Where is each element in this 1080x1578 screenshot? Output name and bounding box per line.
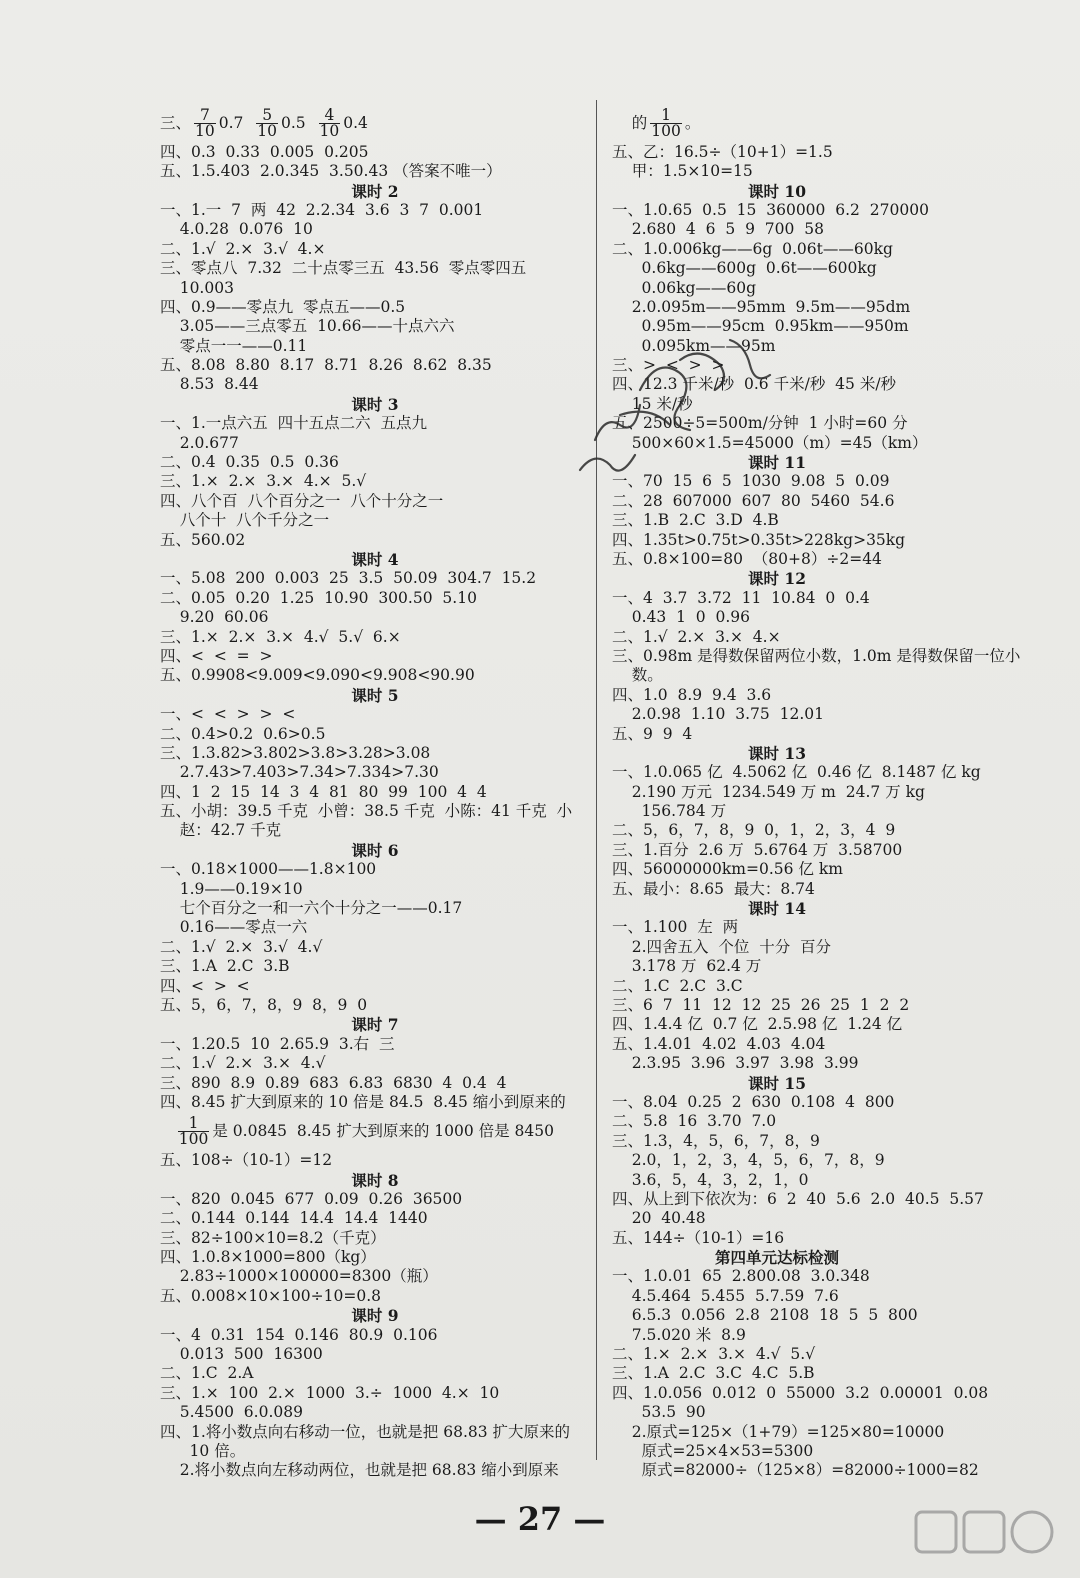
answer-line: 四、0.9——零点九 零点五——0.5	[160, 297, 406, 316]
section-heading: 课时 15	[748, 1073, 806, 1093]
answer-line: 2.680 4 6 5 9 700 58	[612, 220, 824, 239]
answer-line: 五、0.8×100=80 （80+8）÷2=44	[612, 550, 882, 568]
answer-line: 五、小胡：39.5 千克 小曾：38.5 千克 小陈：41 千克 小	[160, 802, 573, 821]
handwritten-scribble	[560, 320, 790, 490]
answer-line: 三、1.百分 2.6 万 5.6764 万 3.58700	[612, 840, 903, 859]
answer-line: 四、1.4.4 亿 0.7 亿 2.5.98 亿 1.24 亿	[612, 1015, 903, 1034]
answer-line: 三、1.× 2.× 3.× 4.× 5.√	[160, 472, 367, 491]
answer-line: 五、0.9908<9.009<9.090<9.908<90.90	[160, 666, 475, 685]
answer-line: 四、8.45 扩大到原来的 10 倍是 84.5 8.45 缩小到原来的	[160, 1092, 566, 1111]
answer-line: 6.5.3 0.056 2.8 2108 18 5 5 800	[612, 1306, 918, 1325]
watermark-logo	[910, 1506, 1060, 1568]
answer-line: 一、1.0.65 0.5 15 360000 6.2 270000	[612, 200, 929, 219]
answer-line: 10.003	[160, 278, 234, 297]
answer-line: 五、1.5.403 2.0.345 3.50.43 （答案不唯一）	[160, 162, 502, 181]
answer-line: 8.53 8.44	[160, 375, 259, 394]
left-answer-lines	[160, 143, 590, 1113]
section-heading: 课时 13	[748, 743, 806, 763]
section-heading: 课时 10	[748, 181, 806, 201]
answer-line: 0.095km——95m	[612, 336, 776, 355]
answer-line: 一、4 0.31 154 0.146 80.9 0.106	[160, 1325, 438, 1344]
answer-line: 15 米/秒	[612, 394, 693, 413]
answer-line: 2.0.095m——95mm 9.5m——95dm	[612, 297, 911, 316]
answer-line: 四、八个百 八个百分之一 八个十分之一	[160, 491, 444, 510]
answer-line: 五、560.02	[160, 530, 246, 549]
answer-line: 四、1.0.056 0.012 0 55000 3.2 0.00001 0.08	[612, 1383, 989, 1402]
answer-line: 2.原式=125×（1+79）=125×80=10000	[612, 1422, 945, 1441]
answer-line: 2.四舍五入 个位 十分 百分	[612, 937, 832, 956]
left-column	[160, 104, 590, 1481]
answer-line: 53.5 90	[612, 1403, 706, 1422]
answer-line: 10 倍。	[160, 1441, 246, 1460]
answer-line: 一、1.一点六五 四十五点二六 五点九	[160, 414, 427, 433]
answer-line: 156.784 万	[612, 802, 727, 821]
section-heading: 课时 14	[748, 899, 806, 919]
answer-line: 0.95m——95cm 0.95km——950m	[612, 317, 909, 336]
answer-line: 二、1.C 2.A	[160, 1364, 254, 1383]
section-heading: 课时 3	[351, 394, 399, 414]
answer-line: 20 40.48	[612, 1209, 706, 1228]
answer-line-fraction-mid	[160, 1112, 590, 1151]
answer-line: 二、5.8 16 3.70 7.0	[612, 1112, 777, 1131]
answer-line: 五、144÷（10-1）=16	[612, 1228, 785, 1247]
answer-text: 的	[631, 113, 648, 132]
answer-line: 三、1.× 2.× 3.× 4.√ 5.√ 6.×	[160, 627, 401, 646]
answer-line: 一、70 15 6 5 1030 9.08 5 0.09	[612, 472, 890, 491]
answer-text: 。	[684, 113, 701, 132]
answer-line: 2.190 万元 1234.549 万 m 24.7 万 kg	[612, 782, 925, 801]
answer-line: 三、零点八 7.32 二十点零三五 43.56 零点零四五	[160, 259, 527, 278]
answer-line: 三、890 8.9 0.89 683 6.83 6830 4 0.4 4	[160, 1073, 507, 1092]
answer-line: 四、1.0 8.9 9.4 3.6	[612, 685, 772, 704]
answer-line: 二、0.4>0.2 0.6>0.5	[160, 724, 326, 743]
section-heading: 第四单元达标检测	[714, 1248, 839, 1268]
answer-line: 五、8.08 8.80 8.17 8.71 8.26 8.62 8.35	[160, 356, 492, 375]
fraction: $\frac{4}{10}$	[319, 105, 340, 140]
answer-line: 二、1.√ 2.× 3.× 4.×	[612, 627, 781, 646]
answer-line: 一、< < > > <	[160, 705, 296, 724]
column-divider	[596, 100, 597, 1460]
answer-line: 零点一一——0.11	[160, 336, 308, 355]
answer-line: 三、1.3，4，5，6，7，8，9	[612, 1131, 820, 1150]
answer-line: 四、12.3 千米/秒 0.6 千米/秒 45 米/秒	[612, 375, 897, 394]
answer-line: 四、56000000km=0.56 亿 km	[612, 860, 843, 879]
answer-line: 四、1.将小数点向右移动一位，也就是把 68.83 扩大原来的	[160, 1422, 571, 1441]
answer-line: 数。	[612, 666, 663, 685]
answer-line: 500×60×1.5=45000（m）=45（km）	[612, 433, 928, 452]
section-heading: 课时 2	[351, 181, 399, 201]
item-prefix: 三、	[160, 113, 192, 132]
answer-line: 二、1.√ 2.× 3.√ 4.√	[160, 937, 323, 956]
decimal-value: 0.7	[218, 113, 244, 132]
answer-line: 五、5，6，7，8，9 8，9 0	[160, 995, 368, 1014]
answer-line: 0.6kg——600g 0.6t——600kg	[612, 259, 877, 278]
left-answer-lines-2	[160, 1151, 590, 1481]
answer-line: 四、< < = >	[160, 646, 273, 665]
answer-line: 一、820 0.045 677 0.09 0.26 36500	[160, 1189, 463, 1208]
answer-line: 二、0.144 0.144 14.4 14.4 1440	[160, 1209, 428, 1228]
answer-line: 三、6 7 11 12 12 25 26 25 1 2 2	[612, 995, 910, 1014]
answer-line-fractions	[160, 104, 590, 143]
fraction: $\frac{1}{100}$	[651, 105, 681, 140]
section-heading: 课时 11	[748, 453, 806, 473]
answer-line: 0.06kg——60g	[612, 278, 757, 297]
answer-line: 2.0，1，2，3，4，5，6，7，8，9	[612, 1151, 885, 1170]
answer-line: 五、2500÷5=500m/分钟 1 小时=60 分	[612, 414, 908, 433]
answer-line: 一、1.20.5 10 2.65.9 3.右 三	[160, 1034, 395, 1053]
answer-text: 是 0.0845 8.45 扩大到原来的 1000 倍是 8450	[212, 1122, 555, 1141]
answer-line: 2.7.43>7.403>7.34>7.334>7.30	[160, 763, 439, 782]
answer-line: 八个十 八个千分之一	[160, 511, 330, 530]
section-heading: 课时 9	[351, 1306, 399, 1326]
answer-line: 四、1.0.8×1000=800（kg）	[160, 1248, 376, 1267]
answer-line: 五、1.4.01 4.02 4.03 4.04	[612, 1034, 826, 1053]
answer-line: 0.43 1 0 0.96	[612, 608, 751, 627]
answer-line: 五、108÷（10-1）=12	[160, 1151, 333, 1170]
answer-line: 原式=25×4×53=5300	[612, 1441, 814, 1460]
page-number: — 27 —	[474, 1500, 606, 1538]
right-column	[612, 104, 1021, 1481]
answer-line: 五、0.008×10×100÷10=0.8	[160, 1286, 382, 1305]
answer-line: 甲：1.5×10=15	[612, 162, 753, 181]
answer-line: 一、4 3.7 3.72 11 10.84 0 0.4	[612, 588, 870, 607]
answer-line: 4.0.28 0.076 10	[160, 220, 313, 239]
answer-line: 二、0.4 0.35 0.5 0.36	[160, 453, 339, 472]
answer-line: 五、9 9 4	[612, 724, 693, 743]
answer-line: 四、< > <	[160, 976, 250, 995]
answer-line: 二、0.05 0.20 1.25 10.90 300.50 5.10	[160, 588, 477, 607]
answer-line: 0.013 500 16300	[160, 1345, 323, 1364]
answer-line: 赵：42.7 千克	[160, 821, 282, 840]
answer-line: 2.83÷1000×100000=8300（瓶）	[160, 1267, 438, 1286]
answer-line: 一、1.0.01 65 2.800.08 3.0.348	[612, 1267, 870, 1286]
answer-line: 四、从上到下依次为：6 2 40 5.6 2.0 40.5 5.57	[612, 1189, 984, 1208]
answer-line: 二、28 607000 607 80 5460 54.6	[612, 491, 895, 510]
answer-line: 三、> < > >	[612, 356, 725, 375]
answer-line: 二、1.× 2.× 3.× 4.√ 5.√	[612, 1345, 816, 1364]
answer-line: 二、1.√ 2.× 3.√ 4.×	[160, 239, 326, 258]
answer-line: 4.5.464 5.455 5.7.59 7.6	[612, 1286, 839, 1305]
answer-line: 三、1.A 2.C 3.B	[160, 957, 290, 976]
answer-line: 0.16——零点一六	[160, 918, 308, 937]
answer-line: 二、5，6，7，8，9 0，1，2，3，4 9	[612, 821, 896, 840]
answer-line: 五、最小：8.65 最大：8.74	[612, 879, 815, 898]
answer-line: 3.6，5，4，3，2，1，0	[612, 1170, 809, 1189]
answer-line: 原式=82000÷（125×8）=82000÷1000=82	[612, 1461, 979, 1480]
decimal-value: 0.5	[281, 113, 306, 132]
answer-line: 四、0.3 0.33 0.005 0.205	[160, 142, 369, 161]
answer-line: 9.20 60.06	[160, 608, 269, 627]
answer-line: 一、1.一 7 两 42 2.2.34 3.6 3 7 0.001	[160, 200, 484, 219]
section-heading: 课时 4	[351, 550, 399, 569]
answer-line: 2.3.95 3.96 3.97 3.98 3.99	[612, 1054, 859, 1073]
answer-line: 2.0.98 1.10 3.75 12.01	[612, 705, 824, 724]
answer-line: 1.9——0.19×10	[160, 879, 303, 898]
fraction: $\frac{7}{10}$	[195, 105, 215, 140]
section-heading: 课时 12	[748, 569, 806, 589]
answer-line: 二、1.0.006kg——6g 0.06t——60kg	[612, 239, 893, 258]
answer-line: 3.05——三点零五 10.66——十点六六	[160, 317, 455, 336]
answer-line: 7.5.020 米 8.9	[612, 1325, 746, 1344]
answer-line: 二、1.√ 2.× 3.× 4.√	[160, 1054, 326, 1073]
fraction: $\frac{5}{10}$	[257, 105, 277, 140]
answer-line: 一、5.08 200 0.003 25 3.5 50.09 304.7 15.2	[160, 569, 537, 588]
answer-line: 一、1.0.065 亿 4.5062 亿 0.46 亿 8.1487 亿 kg	[612, 763, 981, 782]
fraction: $\frac{1}{100}$	[178, 1114, 209, 1149]
answer-line: 2.将小数点向左移动两位，也就是把 68.83 缩小到原来	[160, 1461, 559, 1480]
answer-line: 一、0.18×1000——1.8×100	[160, 860, 377, 879]
answer-line: 一、1.100 左 两	[612, 918, 739, 937]
answer-line-fraction-cont	[612, 104, 942, 143]
answer-line: 五、乙：16.5÷（10+1）=1.5	[612, 142, 833, 161]
section-heading: 课时 6	[351, 840, 399, 860]
answer-line: 2.0.677	[160, 433, 239, 452]
section-heading: 课时 7	[351, 1015, 399, 1035]
answer-line: 三、82÷100×10=8.2（千克）	[160, 1228, 386, 1247]
answer-line: 三、1.B 2.C 3.D 4.B	[612, 511, 779, 530]
section-heading: 课时 5	[351, 685, 399, 705]
answer-line: 二、1.C 2.C 3.C	[612, 976, 743, 995]
answer-line: 三、0.98m 是得数保留两位小数，1.0m 是得数保留一位小	[612, 646, 1021, 665]
answer-line: 三、1.3.82>3.802>3.8>3.28>3.08	[160, 743, 431, 762]
answer-line: 三、1.× 100 2.× 1000 3.÷ 1000 4.× 10	[160, 1383, 500, 1402]
answer-line: 三、1.A 2.C 3.C 4.C 5.B	[612, 1364, 815, 1383]
section-heading: 课时 8	[351, 1170, 399, 1190]
decimal-value: 0.4	[343, 113, 368, 132]
answer-line: 一、8.04 0.25 2 630 0.108 4 800	[612, 1092, 895, 1111]
answer-line: 四、1 2 15 14 3 4 81 80 99 100 4 4	[160, 782, 487, 801]
answer-line: 四、1.35t>0.75t>0.35t>228kg>35kg	[612, 530, 906, 549]
answer-line: 七个百分之一和一六个十分之一——0.17	[160, 899, 463, 918]
answer-line: 5.4500 6.0.089	[160, 1403, 303, 1422]
answer-line: 3.178 万 62.4 万	[612, 957, 762, 976]
